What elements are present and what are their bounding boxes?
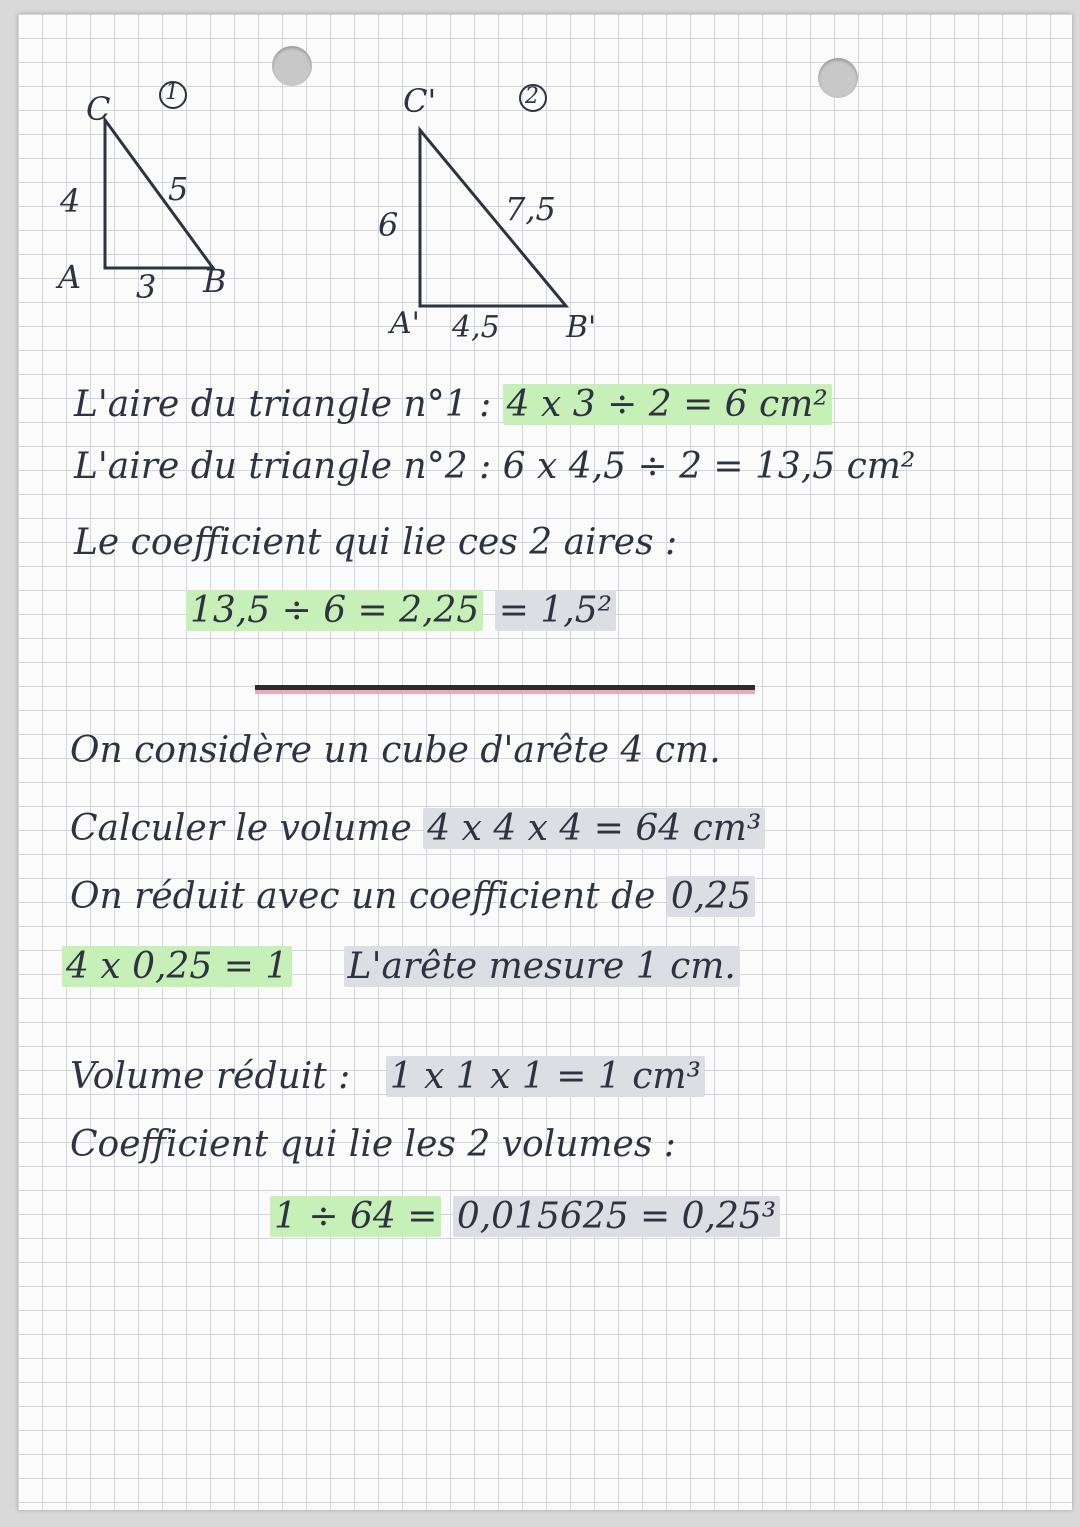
triangle1-side-ab: 3 bbox=[136, 268, 157, 306]
triangle2-number: 2 bbox=[525, 84, 539, 109]
triangle2-side-ab: 4,5 bbox=[452, 310, 500, 345]
cube-edge-line bbox=[62, 946, 740, 987]
cube-coef-text: Coefficient qui lie les 2 volumes : bbox=[70, 1124, 676, 1165]
cube-reduce-line bbox=[70, 876, 755, 917]
cube-volume-line bbox=[70, 808, 765, 849]
triangle2-side-bc: 7,5 bbox=[505, 190, 556, 228]
triangle2-vertex-b: B' bbox=[566, 310, 597, 345]
area2-text: L'aire du triangle n°2 : bbox=[74, 446, 492, 487]
area1-calc: 4 x 3 ÷ 2 = 6 cm² bbox=[503, 384, 832, 425]
coef-areas-line bbox=[74, 522, 677, 563]
coef-areas-calc-line bbox=[186, 590, 616, 631]
cube-coef-calc-a: 1 ÷ 64 = bbox=[270, 1196, 441, 1237]
triangle-1 bbox=[105, 120, 213, 268]
triangle1-vertex-b: B bbox=[203, 262, 227, 300]
triangle2-vertex-a: A' bbox=[390, 306, 420, 341]
triangle1-vertex-a: A bbox=[58, 258, 82, 296]
area2-calc: 6 x 4,5 ÷ 2 = 13,5 cm² bbox=[502, 446, 916, 487]
triangle2-vertex-c: C' bbox=[403, 82, 437, 120]
cube-reduced-calc: 1 x 1 x 1 = 1 cm³ bbox=[386, 1056, 705, 1097]
coef-areas-calc-b: = 1,5² bbox=[495, 590, 616, 631]
cube-volume-calc: 4 x 4 x 4 = 64 cm³ bbox=[423, 808, 765, 849]
triangle2-side-ac: 6 bbox=[378, 206, 399, 244]
cube-reduce-text: On réduit avec un coefficient de bbox=[70, 876, 656, 917]
area2-line bbox=[74, 446, 915, 487]
triangle1-side-ac: 4 bbox=[60, 182, 81, 220]
cube-coef-calc-line bbox=[270, 1196, 780, 1237]
cube-edge-calc: 4 x 0,25 = 1 bbox=[62, 946, 292, 987]
coef-areas-text: Le coefficient qui lie ces 2 aires : bbox=[74, 522, 678, 563]
cube-intro: On considère un cube d'arête 4 cm. bbox=[70, 730, 721, 771]
triangle1-number: 1 bbox=[165, 80, 179, 105]
area1-text: L'aire du triangle n°1 : bbox=[74, 384, 492, 425]
cube-reduced-label: Volume réduit : bbox=[70, 1056, 351, 1097]
cube-reduce-coef: 0,25 bbox=[667, 876, 755, 917]
cube-coef-line bbox=[70, 1124, 676, 1165]
coef-areas-calc-a: 13,5 ÷ 6 = 2,25 bbox=[186, 590, 483, 631]
area1-line bbox=[74, 384, 832, 425]
triangle1-vertex-c: C bbox=[86, 90, 111, 128]
triangle1-side-bc: 5 bbox=[168, 170, 189, 208]
divider-line bbox=[255, 685, 755, 690]
cube-coef-calc-b: 0,015625 = 0,25³ bbox=[453, 1196, 780, 1237]
cube-reduced-line bbox=[70, 1056, 705, 1097]
cube-edge-result: L'arête mesure 1 cm. bbox=[344, 946, 740, 987]
cube-volume-text: Calculer le volume bbox=[70, 808, 412, 849]
